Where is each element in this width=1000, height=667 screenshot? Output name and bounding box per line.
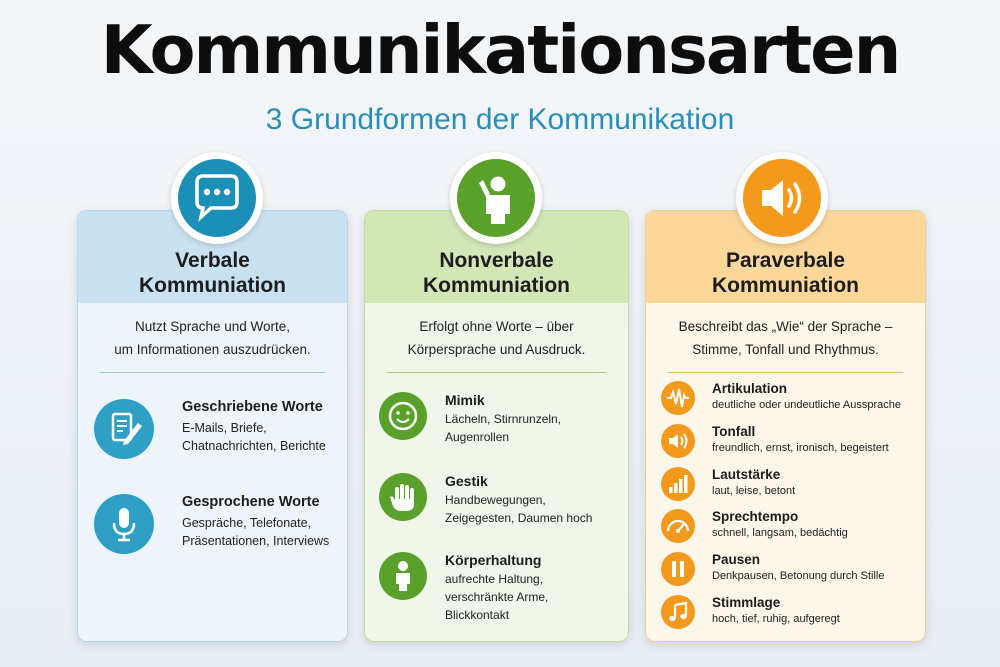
smiley-icon [379, 392, 427, 440]
card-nonverbal [364, 210, 629, 642]
card-title-line: Kommuniation [139, 274, 286, 297]
item-description [445, 570, 548, 624]
card-title-line: Kommuniation [423, 274, 570, 297]
page-title: Kommunikationsarten [100, 11, 900, 89]
item-title: Gesprochene Worte [182, 494, 320, 510]
item-description [182, 514, 329, 550]
item-desc-line: Präsentationen, Interviews [182, 534, 330, 548]
card-paraverbal [645, 210, 926, 642]
level-bars-icon [661, 467, 695, 501]
waving-person-icon [450, 152, 542, 244]
waveform-icon [661, 381, 695, 415]
item-desc-line: Zeigegesten, Daumen hoch [445, 511, 593, 525]
divider [387, 372, 606, 373]
intro-line: Nutzt Sprache und Worte, [134, 319, 291, 334]
item-title: Gestik [445, 473, 488, 489]
card-title-line: Kommuniation [712, 274, 859, 297]
person-icon [379, 552, 427, 600]
intro-line: Erfolgt ohne Worte – über [419, 319, 574, 334]
volume-icon [661, 424, 695, 458]
speedometer-icon [661, 509, 695, 543]
intro-line: Stimme, Tonfall und Rhythmus. [692, 342, 879, 357]
item-title: Tonfall [712, 424, 756, 439]
item-desc-line: aufrechte Haltung, [445, 572, 544, 586]
item-title: Mimik [445, 392, 485, 408]
item-desc-line: Blickkontakt [445, 608, 510, 622]
item-desc-line: Chatnachrichten, Berichte [182, 439, 326, 453]
music-note-icon [661, 595, 695, 629]
item-title: Körperhaltung [445, 552, 542, 568]
item-title: Pausen [712, 552, 761, 567]
card-title-line: Paraverbale [725, 249, 846, 272]
card-title-line: Verbale [175, 249, 250, 272]
card-intro [78, 315, 347, 361]
speaker-icon [736, 152, 828, 244]
card-intro [365, 315, 628, 361]
item-desc-line: Augenrollen [445, 430, 510, 444]
item-description [182, 419, 326, 455]
pause-icon [661, 552, 695, 586]
intro-line: Beschreibt das „Wie“ der Sprache – [678, 319, 893, 334]
microphone-icon [94, 494, 154, 554]
item-description: schnell, langsam, bedächtig [712, 527, 848, 539]
item-description: deutliche oder undeutliche Aussprache [712, 399, 901, 411]
item-description: Denkpausen, Betonung durch Stille [712, 570, 885, 582]
divider [668, 372, 903, 373]
card-title-line: Nonverbale [439, 249, 554, 272]
item-description [445, 491, 592, 527]
item-desc-line: Handbewegungen, [445, 493, 546, 507]
card-verbal [77, 210, 348, 642]
card-intro [646, 315, 925, 361]
document-pen-icon [94, 399, 154, 459]
item-description: laut, leise, betont [712, 485, 796, 497]
item-desc-line: E-Mails, Briefe, [182, 421, 267, 435]
item-title: Sprechtempo [712, 509, 799, 524]
item-desc-line: Lächeln, Stirnrunzeln, [445, 412, 562, 426]
item-title: Lautstärke [712, 467, 781, 482]
item-desc-line: verschränkte Arme, [445, 590, 549, 604]
intro-line: um Informationen auszudrücken. [114, 342, 311, 357]
item-description [445, 410, 561, 446]
page-subtitle: 3 Grundformen der Kommunikation [265, 103, 735, 136]
item-title: Stimmlage [712, 595, 781, 610]
item-description: hoch, tief, ruhig, aufgeregt [712, 613, 840, 625]
intro-line: Körpersprache und Ausdruck. [407, 342, 586, 357]
item-title: Geschriebene Worte [182, 399, 323, 415]
speech-bubble-icon [171, 152, 263, 244]
item-title: Artikulation [712, 381, 788, 396]
hand-icon [379, 473, 427, 521]
item-desc-line: Gespräche, Telefonate, [182, 516, 312, 530]
divider [100, 372, 325, 373]
item-description: freundlich, ernst, ironisch, begeistert [712, 442, 889, 454]
